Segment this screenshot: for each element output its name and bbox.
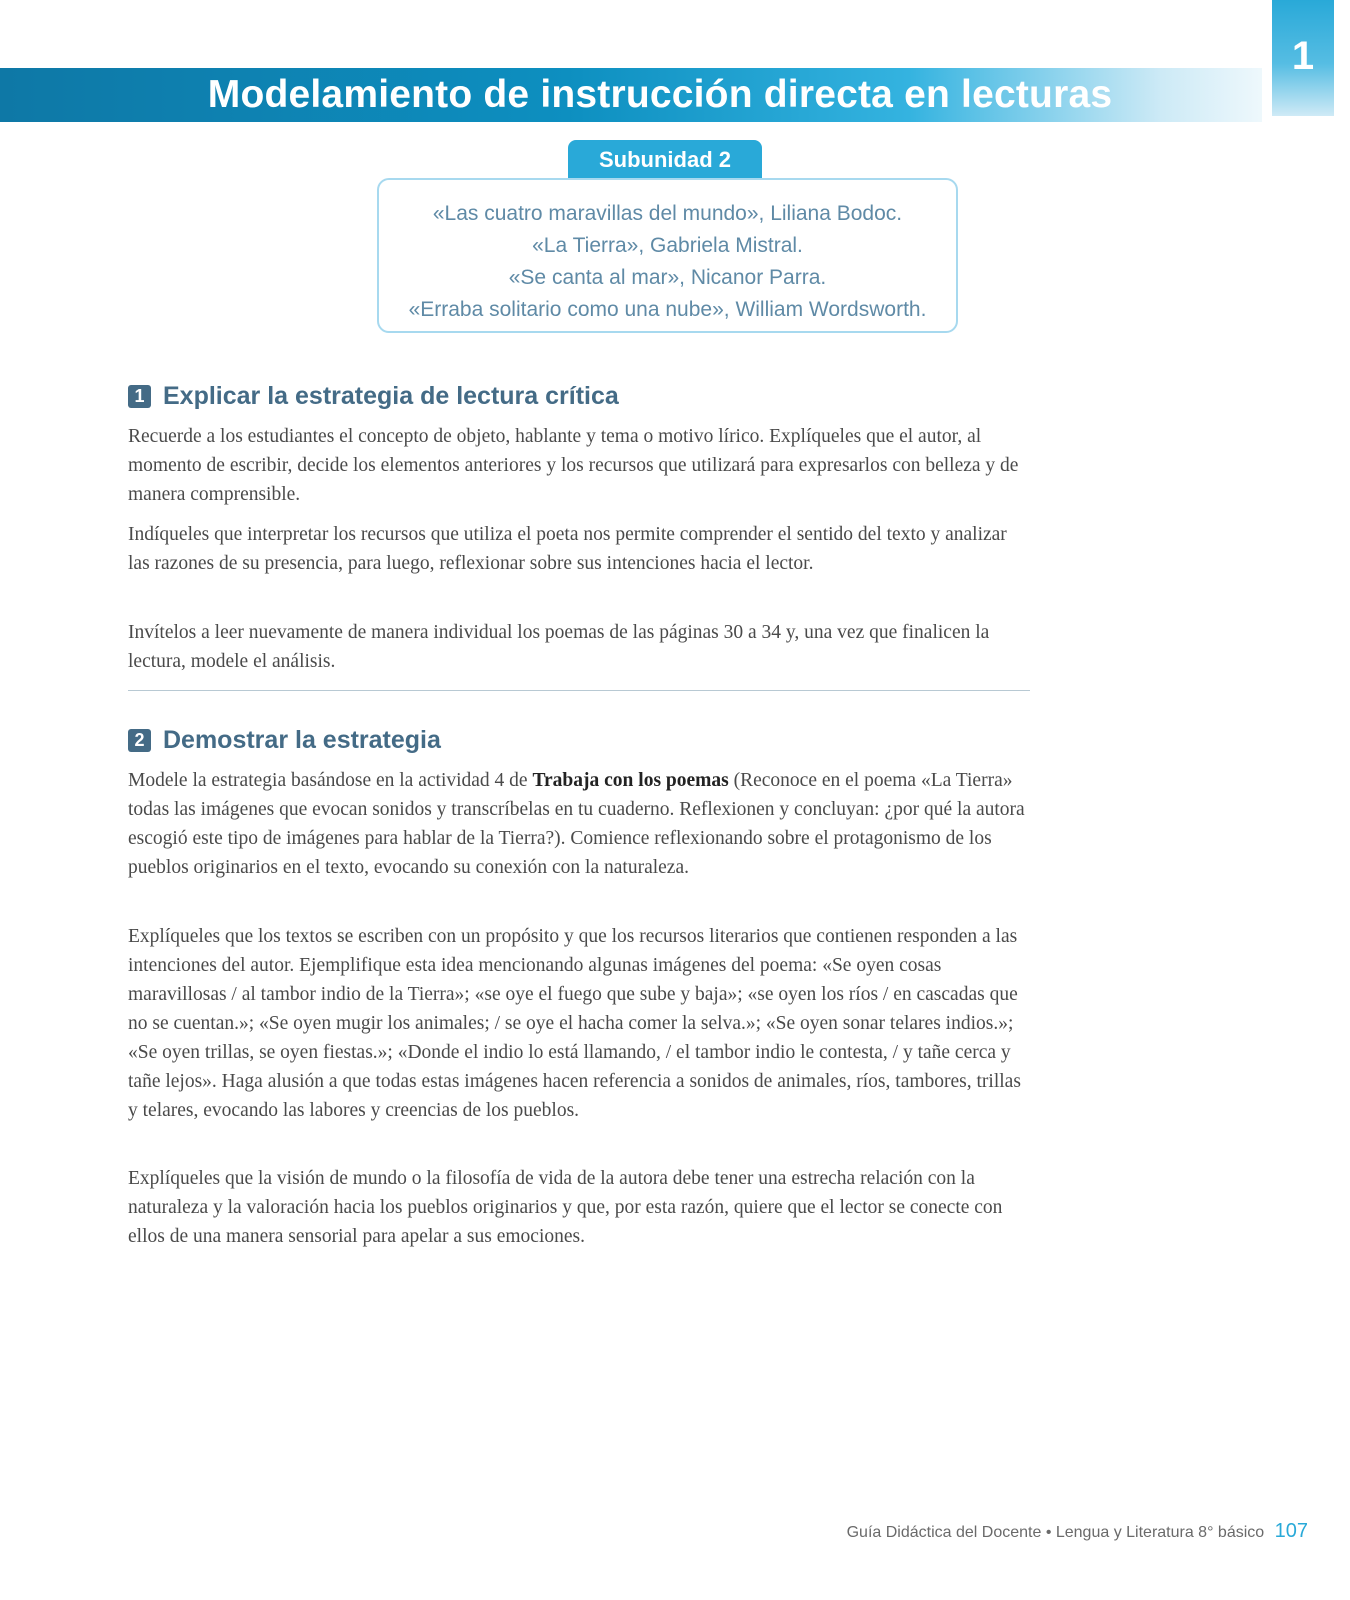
section-1-paragraph-1: Recuerde a los estudiantes el concepto de objeto, hablante y tema o motivo lírico. Explíqueles que el autor, al momento de escribir, decide los elementos anteriores y los recursos que utilizará para expresarlos con belleza y de manera comprensible. [128,426,1019,505]
footer-text: Guía Didáctica del Docente • Lengua y Literatura 8° básico [846,1524,1265,1541]
section-2-paragraph-1 [128,766,1033,882]
page-title: Modelamiento de instrucción directa en lecturas [207,73,1113,116]
readings-box [377,178,958,333]
section-2-number-badge: 2 [128,729,151,752]
subunit-label: Subunidad 2 [568,140,762,178]
section-1-title: Explicar la estrategia de lectura crítica [163,381,619,410]
reading-item: «Se canta al mar», Nicanor Parra. [508,266,827,289]
section-2-paragraph-3: Explíqueles que la visión de mundo o la filosofía de vida de la autora debe tener una estrecha relación con la naturaleza y la valoración hacia los pueblos originarios y que, por esta razón, quiere que el lector se conecte con ellos de una manera sensorial para apelar a sus emociones. [128,1168,1003,1247]
reading-item: «Las cuatro maravillas del mundo», Liliana Bodoc. [432,202,903,225]
reading-item: «La Tierra», Gabriela Mistral. [532,234,803,257]
section-2-title: Demostrar la estrategia [163,725,441,754]
activity-name: Trabaja con los poemas [532,770,729,791]
reading-item: «Erraba solitario como una nube», William Wordsworth. [408,298,927,321]
section-1-number-badge: 1 [128,385,151,408]
section-1-paragraph-3: Invítelos a leer nuevamente de manera individual los poemas de las páginas 30 a 34 y, una vez que finalicen la lectura, modele el análisis. [128,622,990,672]
paragraph-text: Modele la estrategia basándose en la actividad 4 de [128,770,533,791]
section-divider [128,690,1030,691]
section-2-paragraph-2: Explíqueles que los textos se escriben con un propósito y que los recursos literarios que contienen responden a las intenciones del autor. Ejemplifique esta idea mencionando algunas imágenes del poema: «Se oyen cosas maravillosas / al tambor indio de la Tierra»; «se oye el fuego que sube y baja»; «se oyen los ríos / en cascadas que no se cuentan.»; «Se oyen mugir los animales; / se oye el hacha comer la selva.»; «Se oyen sonar telares indios.»; «Se oyen trillas, se oyen fiestas.»; «Donde el indio lo está llamando, / el tambor indio le contesta, / y tañe cerca y tañe lejos». Haga alusión a que todas estas imágenes hacen referencia a sonidos de animales, ríos, tambores, trillas y telares, evocando las labores y creencias de los pueblos. [128,926,1021,1121]
section-1-paragraph-2: Indíqueles que interpretar los recursos que utiliza el poeta nos permite comprender el sentido del texto y analizar las razones de su presencia, para luego, reflexionar sobre sus intenciones hacia el lector. [128,524,1007,574]
paragraph-text: (Reconoce en el poema «La Tierra» todas las imágenes que evocan sonidos y transcríbelas en tu cuaderno. Reflexionen y concluyan: ¿por qué la autora escogió este tipo de imágenes para hablar de la Tierra?). Comience reflexionando sobre el protagonismo de los pueblos originarios en el texto, evocando su conexión con la naturaleza. [128,770,1025,878]
footer [847,1520,1308,1543]
section-1-heading [128,380,619,412]
section-2-heading [128,724,441,756]
page-number: 107 [1274,1520,1308,1542]
unit-number: 1 [1291,34,1315,78]
